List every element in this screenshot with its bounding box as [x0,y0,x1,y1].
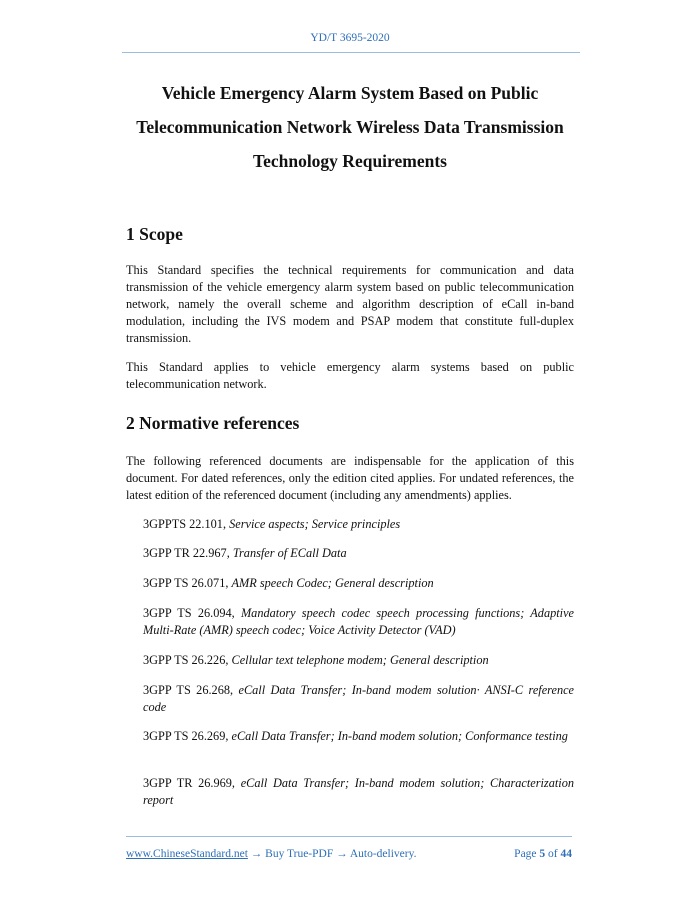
page-label: Page [514,848,537,860]
reference-item: 3GPP TS 26.269, eCall Data Transfer; In-band modem solution; Conformance testing [143,729,568,743]
section-2-heading: 2 Normative references [126,413,300,433]
reference-item: 3GPP TR 22.967, Transfer of ECall Data [143,546,347,560]
scope-paragraph-1: This Standard specifies the technical requirements for communication and data transmission of the vehicle emergency alarm system based on public telecommunication network, namely the overall scheme and algorithm description of eCall in-band modulation, including the IVS modem and PSAP modem that constitute full-duplex transmission. [126,263,574,345]
reference-item: 3GPPTS 22.101, Service aspects; Service principles [143,517,401,531]
footer [126,848,572,860]
reference-item: 3GPP TS 26.268, eCall Data Transfer; In-band modem solution· ANSI-C reference code [143,683,575,714]
footer-promo-text: → Buy True-PDF → Auto-delivery. [247,848,417,860]
section-1-heading: 1 Scope [126,224,183,244]
footer-rule [126,836,572,837]
header-doc-id: YD/T 3695-2020 [310,32,390,44]
footer-site-link[interactable]: www.ChineseStandard.net [126,848,248,860]
title-line-1: Vehicle Emergency Alarm System Based on Public [161,83,539,103]
title-line-3: Technology Requirements [253,151,447,171]
page-number: 5 [539,848,546,860]
reference-item: 3GPP TS 26.071, AMR speech Codec; General description [143,576,434,590]
page-of-label: of [548,848,558,860]
page-total: 44 [560,848,572,860]
page-indicator [514,848,572,860]
reference-item: 3GPP TS 26.226, Cellular text telephone modem; General description [143,653,489,667]
document-title [100,76,600,178]
header-rule [122,52,580,53]
scope-paragraph-2: This Standard applies to vehicle emergency alarm systems based on public telecommunication network. [126,360,574,391]
references-paragraph: The following referenced documents are indispensable for the application of this document. For dated references, only the edition cited applies. For undated references, the latest edition of the referenced document (including any amendments) applies. [126,454,574,502]
reference-item: 3GPP TR 26.969, eCall Data Transfer; In-band modem solution; Characterization report [143,776,574,807]
title-line-2: Telecommunication Network Wireless Data Transmission [136,117,564,137]
reference-item: 3GPP TS 26.094, Mandatory speech codec speech processing functions; Adaptive Multi-Rate (AMR) speech codec; Voice Activity Detector (VAD) [143,606,574,637]
